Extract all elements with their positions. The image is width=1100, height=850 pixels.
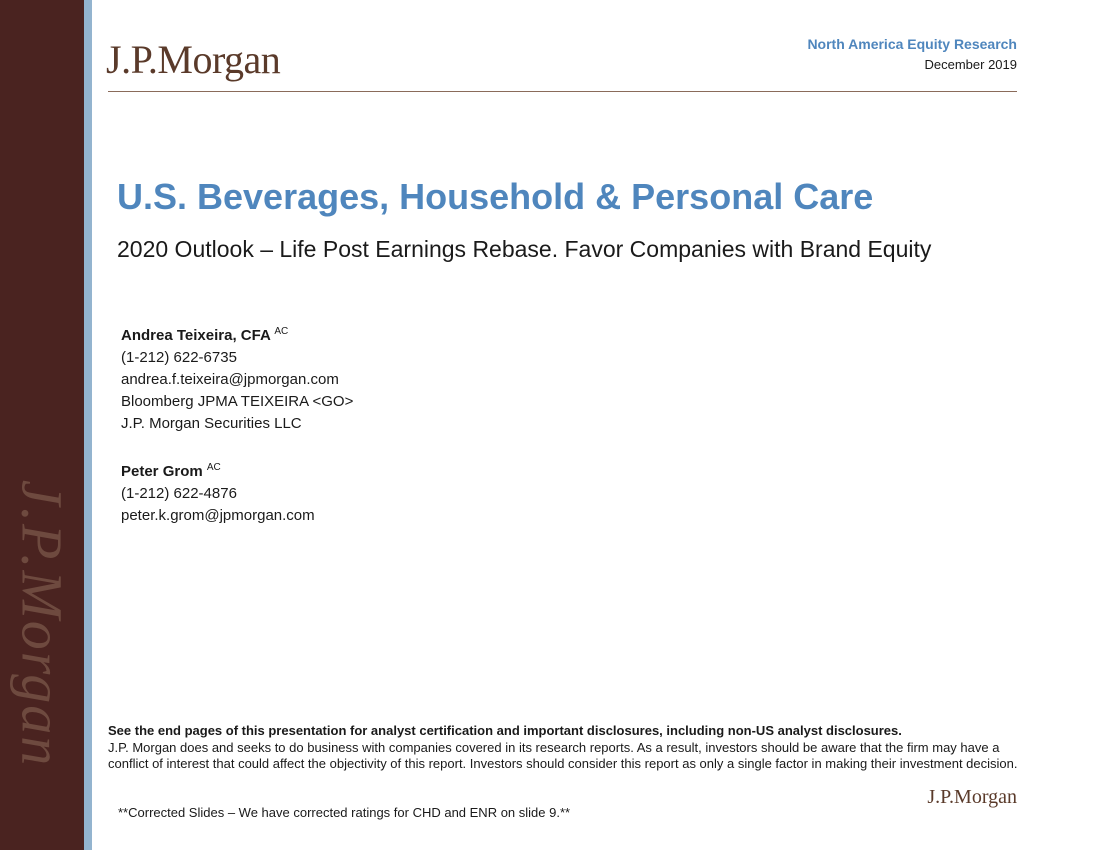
disclaimer-headline: See the end pages of this presentation for analyst certification and important disclosures, including non-US analyst disclosures. [108, 723, 902, 738]
disclaimer [108, 723, 1018, 773]
footer-logo: J.P.Morgan [927, 786, 1017, 808]
header-divider [108, 91, 1017, 92]
department-label: North America Equity Research [807, 36, 1017, 52]
disclaimer-body: J.P. Morgan does and seeks to do business with companies covered in its research reports. As a result, investors should be aware that the firm may have a conflict of interest that could affect the objectivity of this report. Investors should consider this report as only a single factor in making their investment decision. [108, 739, 1018, 771]
report-title: U.S. Beverages, Household & Personal Care [117, 176, 874, 217]
ac-badge: AC [274, 326, 289, 337]
report-date: December 2019 [924, 57, 1017, 72]
jpmorgan-logo: J.P.Morgan [106, 37, 281, 82]
analyst-email[interactable]: andrea.f.teixeira@jpmorgan.com [121, 371, 339, 388]
analyst-phone: (1-212) 622-6735 [121, 349, 237, 366]
report-subtitle: 2020 Outlook – Life Post Earnings Rebase. Favor Companies with Brand Equity [117, 236, 932, 262]
analyst-bloomberg: Bloomberg JPMA TEIXEIRA <GO> [121, 393, 354, 410]
sidebar-band [0, 0, 84, 850]
analyst-name: Andrea Teixeira, CFA $^{AC}$ [121, 326, 289, 344]
report-header [807, 36, 1017, 72]
watermark-logo [0, 460, 84, 790]
analyst-phone: (1-212) 622-4876 [121, 485, 237, 502]
ac-badge: AC [206, 462, 221, 473]
analyst-email[interactable]: peter.k.grom@jpmorgan.com [121, 507, 315, 524]
watermark-logo-text: J.P.Morgan [9, 479, 75, 768]
analyst-block [121, 457, 315, 527]
analyst-name: Peter Grom $^{AC}$ [121, 462, 221, 480]
analyst-block [121, 321, 353, 435]
correction-note: **Corrected Slides – We have corrected ratings for CHD and ENR on slide 9.** [118, 805, 571, 820]
sidebar-stripe [84, 0, 92, 850]
analyst-entity: J.P. Morgan Securities LLC [121, 415, 302, 432]
